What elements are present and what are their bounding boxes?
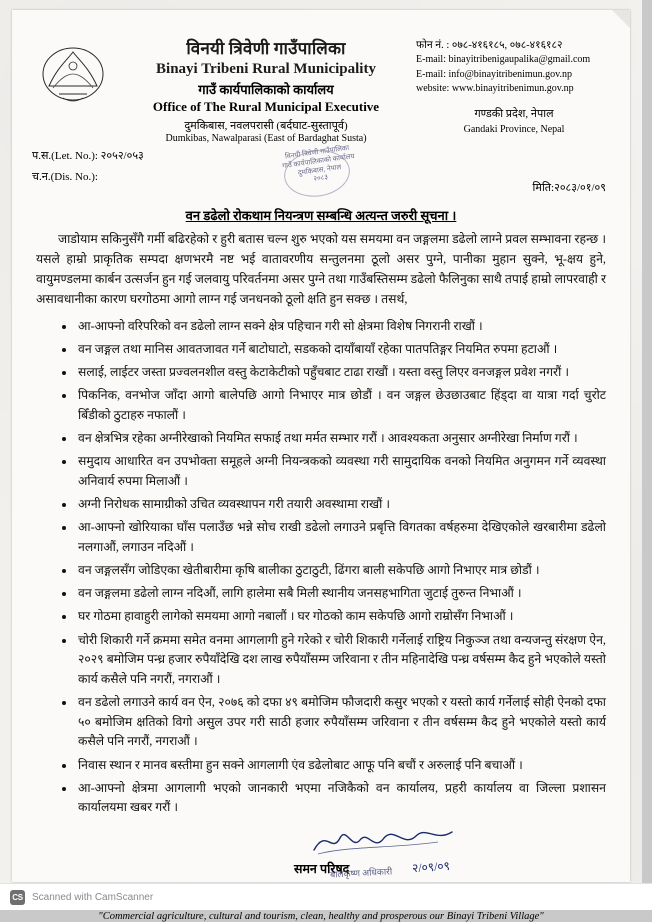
email-line-1: E-mail: binayitribenigaupalika@gmail.com <box>416 54 591 66</box>
instruction-list <box>36 317 606 818</box>
list-item: पिकनिक, वनभोज जाँदा आगो बालेपछि आगो निभाएर मात्र छोडौं । वन जङ्गल छेउछाउबाट हिंड्दा वा यात्रा गर्दा चुरोट बिँडीको ठुटाहरु नफालौं । <box>76 386 606 425</box>
letter-date: मिति:२०८३/०१/०९ <box>532 182 606 194</box>
office-name-np: गाउँ कार्यपालिकाको कार्यालय <box>198 82 334 97</box>
province-block <box>416 107 612 137</box>
list-item: चोरी शिकारी गर्ने क्रममा समेत वनमा आगलागी हुने गरेको र चोरी शिकारी गर्नेलाई राष्ट्रिय निकुञ्ज तथा वन्यजन्तु संरक्षण ऐन, २०२९ बमोजिम पन्ध्र हजार रुपैयाँदेखि दश लाख रुपैयाँसम्म जरिवाना र तीन महिनादेखि पन्ध्र वर्षसम्म कैद हुने भएकोले यस्तो कार्य कसैले पनि नगरौं, नगराऔं । <box>76 631 606 690</box>
intro-paragraph: जाडोयाम सकिनुसँगै गर्मी बढिरहेको र हुरी बतास चल्न शुरु भएको यस समयमा वन जङ्गलमा डढेलो लाग्ने प्रवल सम्भावना रहन्छ । यसले हाम्रो प्राकृतिक सम्पदा क्षणभरमै नष्ट भई वातावरणीय सन्तुलनमा ठूलो असर पुग्ने, पानीका मुहान सुक्ने, भू-क्षय हुने, वायुमण्डलमा कार्बन उत्सर्जन हुन गई जलवायु परिवर्तनमा असर पुग्ने तथा गाउँबस्तिसम्म डढेलो फैलिनुका साथै तपाई हाम्रो लापरवाही र असावधानीका कारण घरगोठमा आगो लाग्न गई जनधनको ठूलो क्षति हुन सक्छ । तसर्थ, <box>36 232 606 306</box>
contact-block <box>416 32 612 137</box>
list-item: घर गोठमा हावाहुरी लागेको समयमा आगो नबालौं । घर गोठको काम सकेपछि आगो राम्रोसँग निभाऔं । <box>76 607 606 627</box>
website-line: website: www.binayitribenimun.gov.np <box>416 83 574 95</box>
municipality-name-np: विनयी त्रिवेणी गाउँपालिका <box>186 39 346 58</box>
letterhead <box>12 10 630 144</box>
province-np: गण्डकी प्रदेश, नेपाल <box>474 107 554 120</box>
list-item: वन डढेलो लगाउने कार्य वन ऐन, २०७६ को दफा ४९ बमोजिम फौजदारी कसुर भएको र यस्तो कार्य गर्नेलाई सोही ऐनको दफा ५० बमोजिम क्षतिको विगो असुल उपर गरी साठी हजार रुपैयाँसम्म जरिवाना र तीन वर्षसम्म कैद हुने भएकोले यस्तो कार्य कसैले पनि नगरौं, नगराऔं । <box>76 693 606 752</box>
province-en: Gandaki Province, Nepal <box>463 123 565 135</box>
list-item: वन जङ्गलमा डढेलो लाग्न नदिऔं, लागि हालेमा सबै मिली स्थानीय जनसहभागिता जुटाई तुरुन्त निभाऔं । <box>76 584 606 604</box>
camscanner-watermark <box>0 883 652 910</box>
signer-stamp-text: बालकृष्ण अधिकारी <box>329 866 393 880</box>
handwritten-signature-icon <box>308 824 458 858</box>
list-item: सलाई, लाईटर जस्ता प्रज्वलनशील वस्तु केटाकेटीको पहुँचबाट टाढा राखौं । यस्ता वस्तु लिएर वनजङ्गल प्रवेश नगरौं । <box>76 363 606 383</box>
list-item: अग्नी निरोधक सामाग्रीको उचित व्यवस्थापन गरी तयारी अवस्थामा राखौं । <box>76 495 606 515</box>
list-item: वन जङ्गलसँग जोडिएका खेतीबारीमा कृषि बालीका ठुटाठुटी, ढिंगरा बाली सकेपछि आगो निभाएर मात्र छोडौं । <box>76 561 606 581</box>
signer-name: समन परिषद <box>294 862 350 877</box>
stamp-text: विनयी त्रिवेणी गाउँपालिका गाउँ कार्यपालिकाको कार्यालय दुमकिबास, नेपाल २०८३ <box>281 143 355 184</box>
list-item: निवास स्थान र मानव बस्तीमा हुन सक्ने आगलागी एंव डढेलोबाट आफू पनि बचौं र अरुलाई पनि बचाऔं । <box>76 756 606 776</box>
list-item: समुदाय आधारित वन उपभोक्ता समूहले अग्नी नियन्त्रकको व्यवस्था गरी सामुदायिक वनको नियमित अनुगमन गर्ने व्यवस्था अनिवार्य रुपमा मिलाऔं । <box>76 452 606 491</box>
email-line-2: E-mail: info@binayitribenimun.gov.np <box>416 68 573 80</box>
list-item: आ-आफ्नो खोरियाका घाँस पलाउँछ भन्ने सोच राखी डढेलो लगाउने प्रबृत्ति विगतका वर्षहरुमा देखिएकोले खरबारीमा डढेलो नलगाऔं, लगाउन नदिऔं । <box>76 518 606 557</box>
page-fold-corner <box>612 10 630 28</box>
signature-date: २/०९/०९ <box>411 858 451 876</box>
list-item: आ-आफ्नो वरिपरिको वन डढेलो लाग्न सक्ने क्षेत्र पहिचान गरी सो क्षेत्रमा विशेष निगरानी राखौं । <box>76 317 606 337</box>
nepal-emblem-icon <box>30 32 116 108</box>
phone-line: फोन नं. : ०७८-४१६१८५, ०७८-४१६१८२ <box>416 40 563 51</box>
signature-block <box>12 822 630 892</box>
dispatch-number: च.न.(Dis. No.): <box>32 170 98 183</box>
reference-numbers <box>32 146 144 188</box>
municipality-name-en: Binayi Tribeni Rural Municipality <box>156 61 376 77</box>
office-stamp <box>275 142 365 203</box>
list-item: आ-आफ्नो क्षेत्रमा आगलागी भएको जानकारी भएमा नजिकैको वन कार्यालय, प्रहरी कार्यालय वा जिल्ला प्रशासन कार्यालयमा खबर गरौं । <box>76 779 606 818</box>
camscanner-text: Scanned with CamScanner <box>32 891 154 903</box>
camscanner-logo-icon: CS <box>10 890 25 905</box>
address-en: Dumkibas, Nawalparasi (East of Bardaghat Susta) <box>165 133 367 144</box>
letter-body <box>12 230 630 818</box>
list-item: वन जङ्गल तथा मानिस आवतजावत गर्ने बाटोघाटो, सडकको दायाँबायाँ रहेका पातपतिङ्गर नियमित रुपमा हटाऔं । <box>76 340 606 360</box>
address-np: दुमकिबास, नवलपरासी (बर्दघाट-सुस्तापूर्व) <box>184 120 348 132</box>
list-item: वन क्षेत्रभित्र रहेका अग्नीरेखाको नियमित सफाई तथा मर्मत सम्भार गरौं । आवश्यकता अनुसार अग्नीरेखा निर्माण गरौं । <box>76 429 606 449</box>
slogan-en: "Commercial agriculture, cultural and tourism, clean, healthy and prosperous our Binayi Tribeni Village" <box>98 911 544 922</box>
office-titles <box>116 32 416 144</box>
letter-number: प.स.(Let. No.): २०५२/०५३ <box>32 150 144 162</box>
subject-line: वन डढेलो रोकथाम नियन्त्रण सम्बन्धि अत्यन्त जरुरी सूचना । <box>185 208 457 223</box>
reference-block <box>12 143 630 204</box>
office-name-en: Office of The Rural Municipal Executive <box>152 99 380 114</box>
